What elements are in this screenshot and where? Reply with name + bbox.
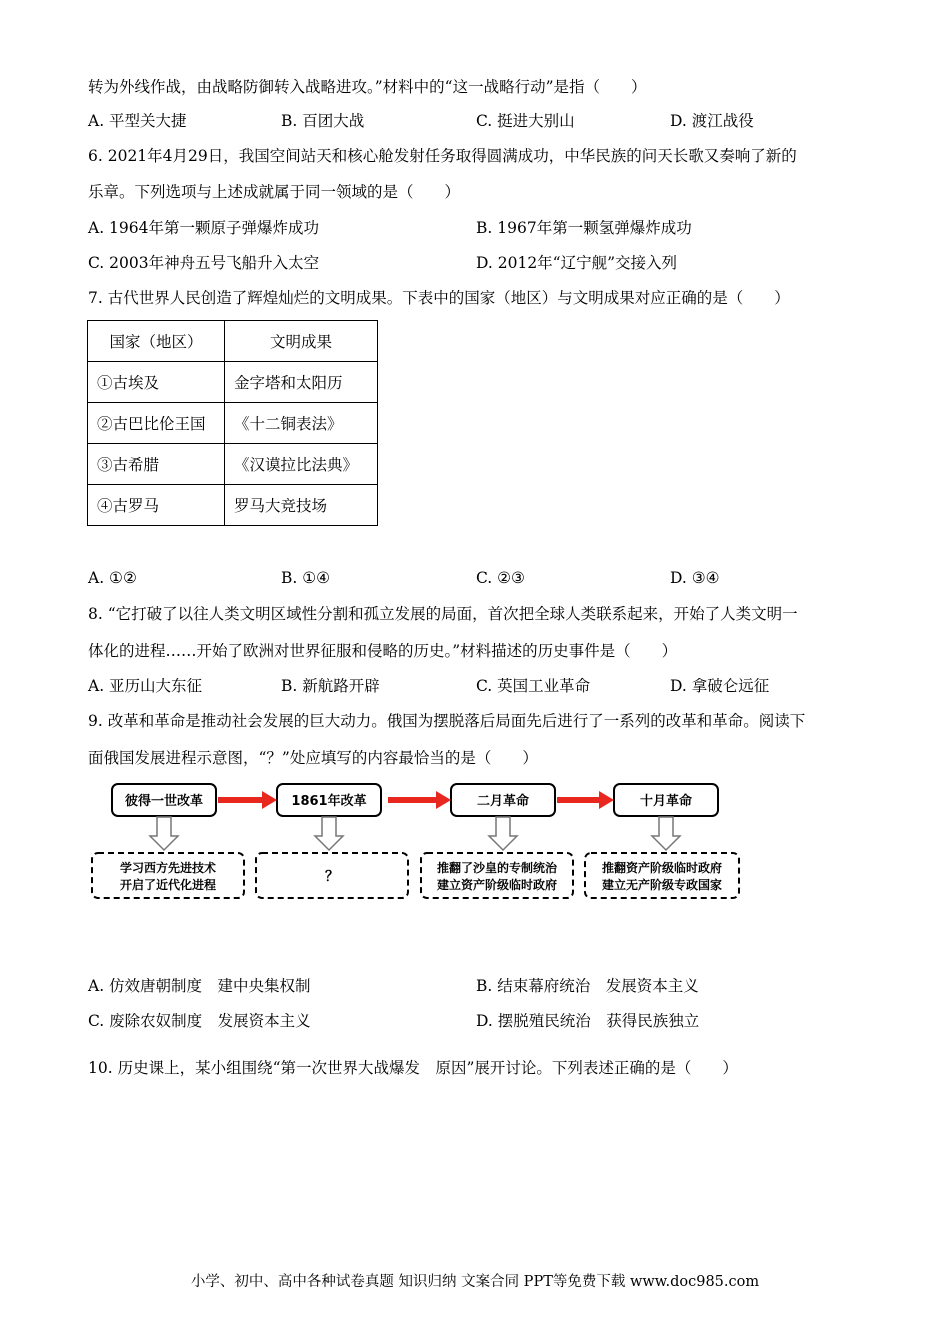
- stage-label: 彼得一世改革: [124, 794, 204, 809]
- arrow-shaft: [557, 797, 599, 803]
- stage-label: 1861年改革: [291, 794, 367, 809]
- civilization-table: [87, 320, 378, 526]
- arrow-head: [262, 791, 277, 809]
- q8-option-d[interactable]: D. 拿破仑远征: [670, 677, 770, 695]
- table-cell-achievement: 金字塔和太阳历: [225, 362, 378, 403]
- q9-stem-line2: 面俄国发展进程示意图，“？”处应填写的内容最恰当的是（ ）: [88, 749, 538, 767]
- stage-box-february-revolution: [451, 784, 555, 816]
- red-arrow-icon: [218, 791, 277, 809]
- q9-option-d[interactable]: D. 摆脱殖民统治 获得民族独立: [476, 1012, 700, 1030]
- result-box-peter-reform: [92, 853, 244, 898]
- arrow-head: [599, 791, 614, 809]
- result-box-february-revolution: [421, 853, 573, 898]
- table-cell-country: ③古希腊: [88, 444, 225, 485]
- q6-option-c[interactable]: C. 2003年神舟五号飞船升入太空: [88, 254, 320, 272]
- table-header-country: 国家（地区）: [88, 321, 225, 362]
- table-row: [88, 362, 378, 403]
- result-line: 建立无产阶级专政国家: [601, 878, 723, 892]
- red-arrow-icon: [557, 791, 614, 809]
- table-cell-achievement: 《十二铜表法》: [225, 403, 378, 444]
- page-footer: 小学、初中、高中各种试卷真题 知识归纳 文案合同 PPT等免费下载 www.doc985.com: [190, 1274, 760, 1290]
- arrow-head: [436, 791, 451, 809]
- q8-stem-line1: 8. “它打破了以往人类文明区域性分割和孤立发展的局面，首次把全球人类联系起来，开始了人类文明一: [88, 605, 798, 623]
- q6-stem-line1: 6. 2021年4月29日，我国空间站天和核心舱发射任务取得圆满成功，中华民族的问天长歌又奏响了新的: [88, 147, 797, 165]
- result-question-mark: ？: [325, 869, 339, 885]
- stage-box-october-revolution: [614, 784, 718, 816]
- table-cell-achievement: 罗马大竞技场: [225, 485, 378, 526]
- q7-option-a[interactable]: A. ①②: [88, 569, 137, 587]
- q6-option-b[interactable]: B. 1967年第一颗氢弹爆炸成功: [476, 219, 692, 237]
- result-box-unknown: [256, 853, 408, 898]
- q5-option-c[interactable]: C. 挺进大别山: [476, 112, 575, 130]
- down-arrow-icon: [652, 817, 680, 850]
- result-line: 开启了近代化进程: [119, 878, 217, 892]
- q5-option-b[interactable]: B. 百团大战: [281, 112, 365, 130]
- stage-box-peter-reform: [112, 784, 216, 816]
- q9-option-c[interactable]: C. 废除农奴制度 发展资本主义: [88, 1012, 311, 1030]
- q8-stem-line2: 体化的进程……开始了欧洲对世界征服和侵略的历史。”材料描述的历史事件是（ ）: [88, 642, 678, 660]
- q8-option-a[interactable]: A. 亚历山大东征: [88, 677, 203, 695]
- q8-option-b[interactable]: B. 新航路开辟: [281, 677, 380, 695]
- russia-development-diagram: [90, 780, 750, 902]
- q5-option-d[interactable]: D. 渡江战役: [670, 112, 754, 130]
- table-cell-country: ②古巴比伦王国: [88, 403, 225, 444]
- red-arrow-icon: [388, 791, 451, 809]
- table-cell-achievement: 《汉谟拉比法典》: [225, 444, 378, 485]
- down-arrow-icon: [489, 817, 517, 850]
- q5-stem: 转为外线作战，由战略防御转入战略进攻。”材料中的“这一战略行动”是指（ ）: [88, 78, 647, 96]
- result-line: 推翻了沙皇的专制统治: [436, 861, 558, 875]
- stage-label: 十月革命: [639, 794, 693, 809]
- arrow-shaft: [388, 797, 436, 803]
- q7-option-c[interactable]: C. ②③: [476, 569, 525, 587]
- table-cell-country: ④古罗马: [88, 485, 225, 526]
- q7-option-d[interactable]: D. ③④: [670, 569, 720, 587]
- q7-stem: 7. 古代世界人民创造了辉煌灿烂的文明成果。下表中的国家（地区）与文明成果对应正确的是（ ）: [88, 289, 790, 307]
- down-arrow-icon: [315, 817, 343, 850]
- q6-option-d[interactable]: D. 2012年“辽宁舰”交接入列: [476, 254, 678, 272]
- table-row: [88, 444, 378, 485]
- result-line: 建立资产阶级临时政府: [436, 878, 558, 892]
- down-arrow-icon: [150, 817, 178, 850]
- result-line: 推翻资产阶级临时政府: [601, 861, 723, 875]
- q6-stem-line2: 乐章。下列选项与上述成就属于同一领域的是（ ）: [88, 183, 461, 201]
- table-header-row: [88, 321, 378, 362]
- stage-label: 二月革命: [476, 794, 530, 809]
- q8-option-c[interactable]: C. 英国工业革命: [476, 677, 591, 695]
- table-cell-country: ①古埃及: [88, 362, 225, 403]
- q9-stem-line1: 9. 改革和革命是推动社会发展的巨大动力。俄国为摆脱落后局面先后进行了一系列的改革和革命。阅读下: [88, 712, 806, 730]
- result-box-october-revolution: [585, 853, 739, 898]
- table-header-achievement: 文明成果: [225, 321, 378, 362]
- q10-stem: 10. 历史课上，某小组围绕“第一次世界大战爆发 原因”展开讨论。下列表述正确的是（ ）: [88, 1059, 738, 1077]
- q6-option-a[interactable]: A. 1964年第一颗原子弹爆炸成功: [88, 219, 319, 237]
- q5-option-a[interactable]: A. 平型关大捷: [88, 112, 187, 130]
- q7-option-b[interactable]: B. ①④: [281, 569, 331, 587]
- arrow-shaft: [218, 797, 262, 803]
- stage-box-1861-reform: [277, 784, 381, 816]
- q9-option-a[interactable]: A. 仿效唐朝制度 建中央集权制: [88, 977, 311, 995]
- result-line: 学习西方先进技术: [119, 861, 217, 875]
- table-row: [88, 485, 378, 526]
- q9-option-b[interactable]: B. 结束幕府统治 发展资本主义: [476, 977, 699, 995]
- table-row: [88, 403, 378, 444]
